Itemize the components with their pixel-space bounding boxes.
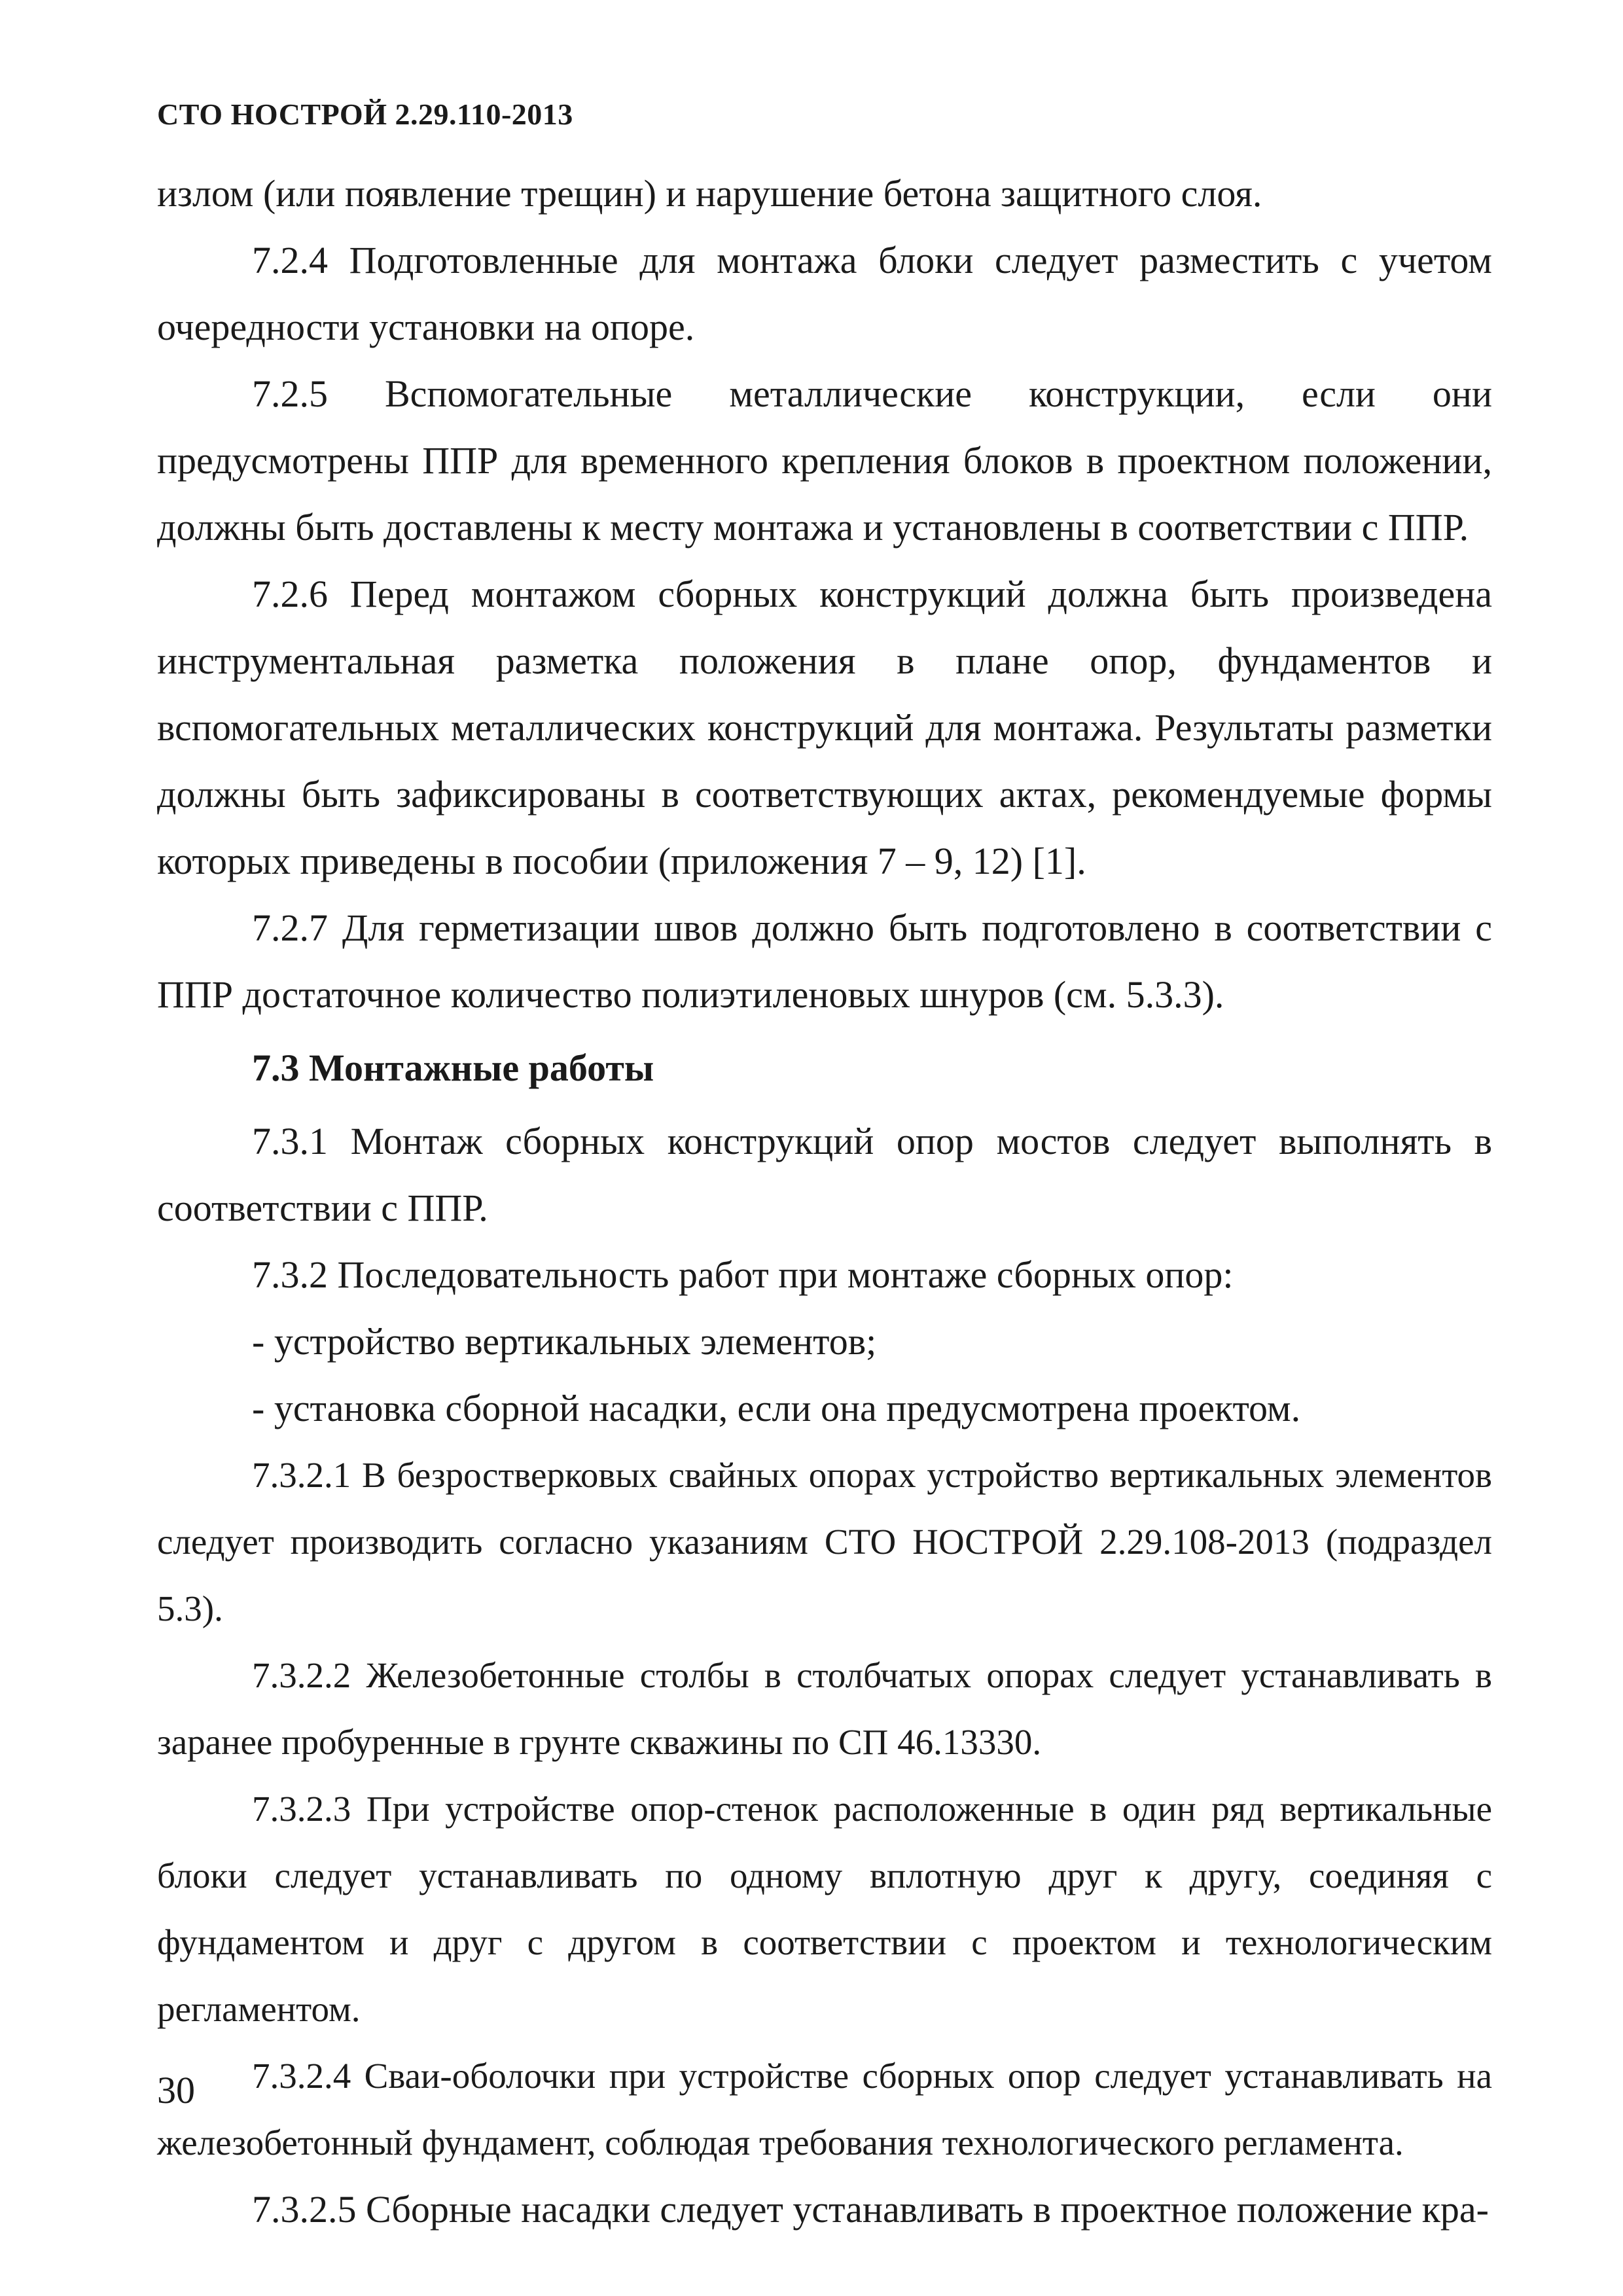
paragraph-continuation: излом (или появление трещин) и нарушение бетона защитного слоя. — [157, 172, 1262, 215]
paragraph-7-2-7: 7.2.7 Для герметизации швов должно быть подготовлено в соответствии с ППР достаточное количество полиэтиленовых шнуров (см. 5.3.3). — [157, 906, 1492, 1016]
list-item: - устройство вертикальных элементов; — [252, 1320, 877, 1363]
paragraph-7-3-2-4: 7.3.2.4 Сваи-оболочки при устройстве сборных опор следует устанавливать на железобетонный фундамент, соблюдая требования технологического регламента. — [157, 2056, 1492, 2162]
document-header: СТО НОСТРОЙ 2.29.110-2013 — [157, 98, 573, 131]
paragraph-7-3-2-3: 7.3.2.3 При устройстве опор-стенок расположенные в один ряд вертикальные блоки следует устанавливать по одному вплотную друг к другу, соединяя с фундаментом и друг с другом в соответствии с проектом и технологическим регламентом. — [157, 1789, 1492, 2029]
paragraph-7-3-2: 7.3.2 Последовательность работ при монтаже сборных опор: — [252, 1253, 1234, 1296]
paragraph-7-3-2-5: 7.3.2.5 Сборные насадки следует устанавливать в проектное положение кра- — [252, 2188, 1489, 2231]
paragraph-7-3-2-1: 7.3.2.1 В безростверковых свайных опорах устройство вертикальных элементов следует производить согласно указаниям СТО НОСТРОЙ 2.29.108-2013 (подраздел 5.3). — [157, 1455, 1492, 1628]
paragraph-7-2-6: 7.2.6 Перед монтажом сборных конструкций должна быть произведена инструментальная разметка положения в плане опор, фундаментов и вспомогательных металлических конструкций для монтажа. Результаты разметки должны быть зафиксированы в соответствующих актах, рекомендуемые формы которых приведены в пособии (приложения 7 – 9, 12) [1]. — [157, 573, 1492, 882]
paragraph-7-2-5: 7.2.5 Вспомогательные металлические конструкции, если они предусмотрены ППР для временного крепления блоков в проектном положении, должны быть доставлены к месту монтажа и установлены в соответствии с ППР. — [157, 372, 1492, 548]
paragraph-7-2-4: 7.2.4 Подготовленные для монтажа блоки следует разместить с учетом очередности установки на опоре. — [157, 239, 1492, 348]
page-body — [157, 160, 1492, 2243]
page-number: 30 — [157, 2069, 195, 2111]
section-title-7-3: 7.3 Монтажные работы — [252, 1047, 654, 1089]
paragraph-7-3-2-2: 7.3.2.2 Железобетонные столбы в столбчатых опорах следует устанавливать в заранее пробуренные в грунте скважины по СП 46.13330. — [157, 1655, 1492, 1762]
list-item: - установка сборной насадки, если она предусмотрена проектом. — [252, 1387, 1301, 1429]
paragraph-7-3-1: 7.3.1 Монтаж сборных конструкций опор мостов следует выполнять в соответствии с ППР. — [157, 1120, 1492, 1229]
